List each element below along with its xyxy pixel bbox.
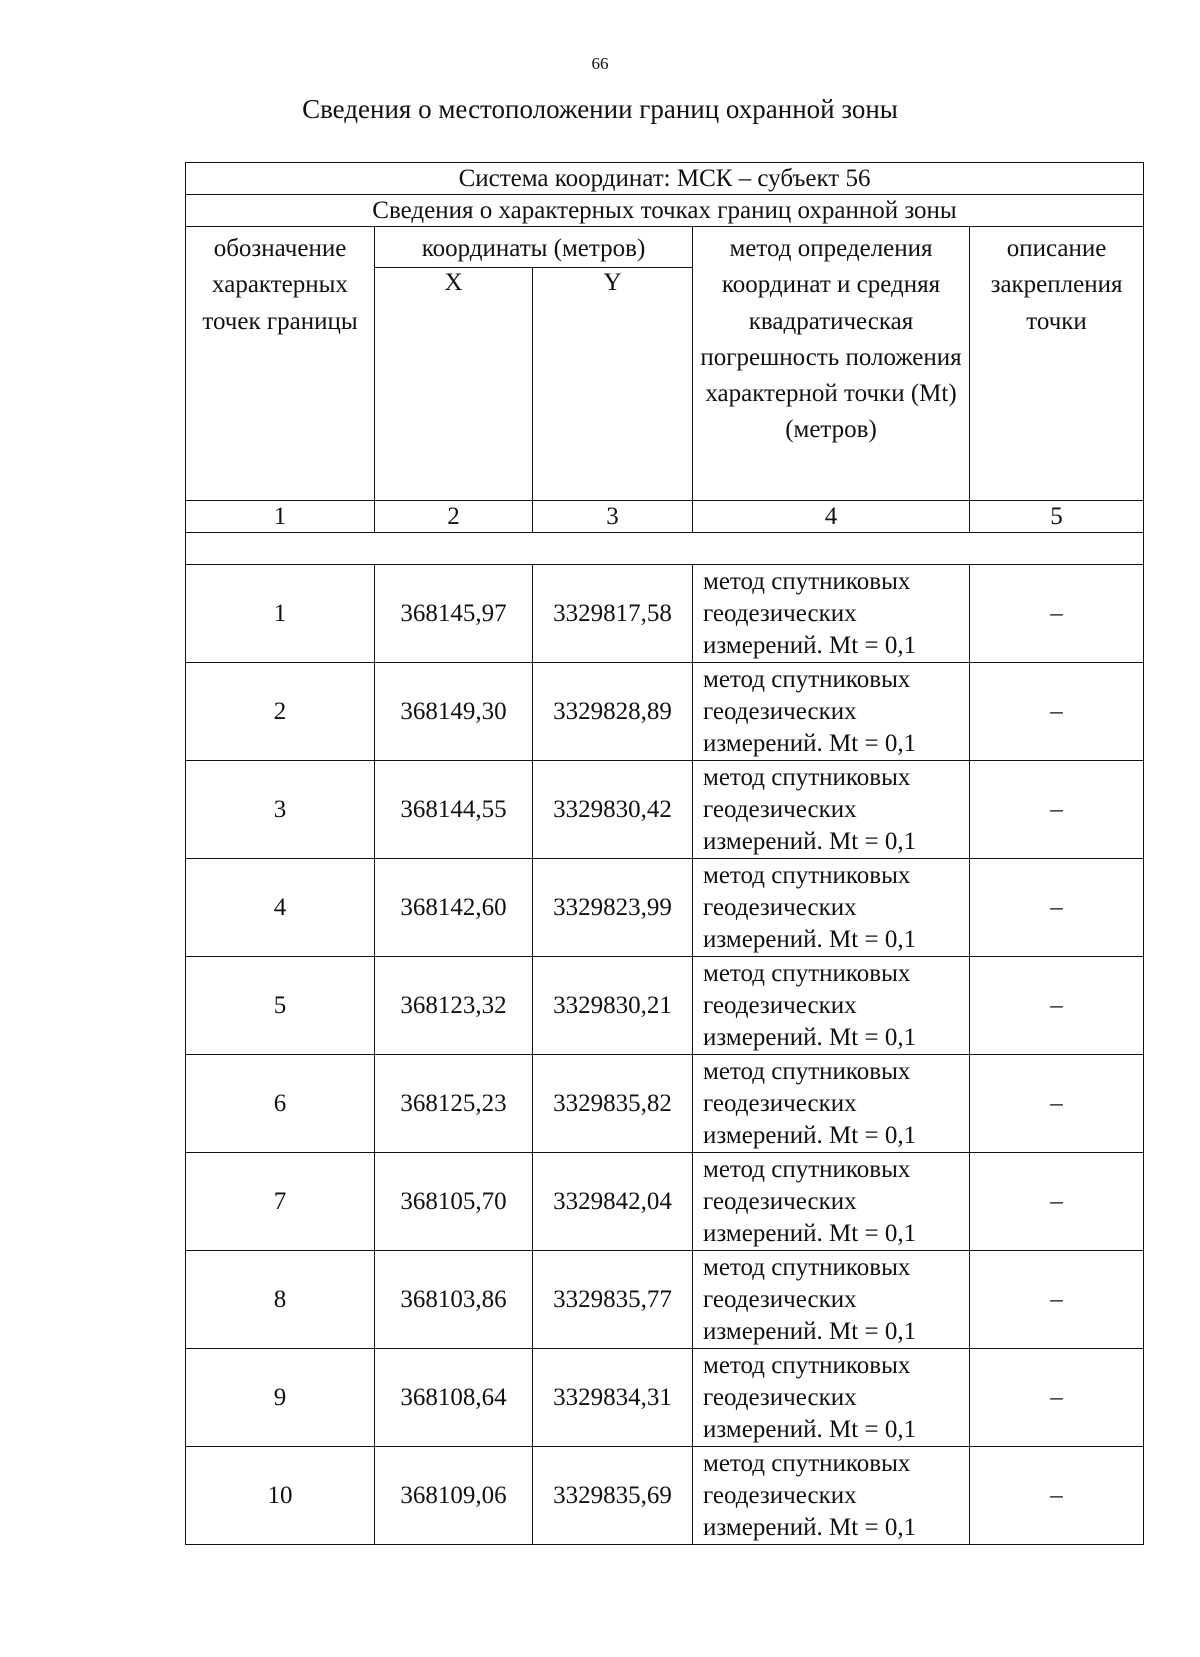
column-number: 5 (970, 501, 1144, 533)
table-row (186, 1447, 1144, 1545)
coord-y: 3329817,58 (533, 565, 693, 663)
fixing-description: – (970, 957, 1144, 1055)
fixing-description: – (970, 859, 1144, 957)
header-point-designation: обозначение характерных точек границы (186, 227, 375, 501)
coord-y: 3329830,42 (533, 761, 693, 859)
method-cell: метод спутниковых геодезических измерений. Mt = 0,1 (693, 859, 970, 957)
coordinate-system-label: Система координат: МСК – субъект 56 (186, 163, 1144, 195)
coord-y: 3329823,99 (533, 859, 693, 957)
table-row (186, 957, 1144, 1055)
method-cell: метод спутниковых геодезических измерений. Mt = 0,1 (693, 957, 970, 1055)
fixing-description: – (970, 761, 1144, 859)
method-cell: метод спутниковых геодезических измерений. Mt = 0,1 (693, 1251, 970, 1349)
header-coordinates: координаты (метров) (375, 227, 693, 268)
table-row (186, 1251, 1144, 1349)
coord-y: 3329835,69 (533, 1447, 693, 1545)
method-cell: метод спутниковых геодезических измерений. Mt = 0,1 (693, 565, 970, 663)
coord-x: 368123,32 (375, 957, 533, 1055)
header-fixing-description: описание закрепления точки (970, 227, 1144, 501)
column-number: 3 (533, 501, 693, 533)
point-number: 4 (186, 859, 375, 957)
point-number: 10 (186, 1447, 375, 1545)
table-row (186, 859, 1144, 957)
method-cell: метод спутниковых геодезических измерений. Mt = 0,1 (693, 761, 970, 859)
page-number: 66 (591, 54, 609, 73)
coord-y: 3329842,04 (533, 1153, 693, 1251)
section-title: Сведения о характерных точках границ охранной зоны (186, 195, 1144, 227)
fixing-description: – (970, 1251, 1144, 1349)
table-row (186, 565, 1144, 663)
method-cell: метод спутниковых геодезических измерений. Mt = 0,1 (693, 1055, 970, 1153)
point-number: 9 (186, 1349, 375, 1447)
coord-x: 368109,06 (375, 1447, 533, 1545)
empty-separator-row (186, 533, 1144, 565)
header-method: метод определения координат и средняя квадратическая погрешность положения характерной точки (Mt) (метров) (693, 227, 970, 501)
column-number-row (186, 501, 1144, 533)
method-cell: метод спутниковых геодезических измерений. Mt = 0,1 (693, 1153, 970, 1251)
point-number: 6 (186, 1055, 375, 1153)
fixing-description: – (970, 1447, 1144, 1545)
point-number: 7 (186, 1153, 375, 1251)
fixing-description: – (970, 565, 1144, 663)
column-number: 4 (693, 501, 970, 533)
coord-y: 3329830,21 (533, 957, 693, 1055)
fixing-description: – (970, 1153, 1144, 1251)
point-number: 5 (186, 957, 375, 1055)
point-number: 1 (186, 565, 375, 663)
page-title: Сведения о местоположении границ охранной зоны (302, 94, 898, 124)
coord-y: 3329835,77 (533, 1251, 693, 1349)
fixing-description: – (970, 1055, 1144, 1153)
header-y: Y (533, 268, 693, 501)
coord-y: 3329828,89 (533, 663, 693, 761)
coord-x: 368105,70 (375, 1153, 533, 1251)
point-number: 3 (186, 761, 375, 859)
table-row (186, 663, 1144, 761)
fixing-description: – (970, 1349, 1144, 1447)
coord-x: 368142,60 (375, 859, 533, 957)
coord-x: 368145,97 (375, 565, 533, 663)
point-number: 2 (186, 663, 375, 761)
coord-x: 368149,30 (375, 663, 533, 761)
coord-x: 368108,64 (375, 1349, 533, 1447)
method-cell: метод спутниковых геодезических измерений. Mt = 0,1 (693, 663, 970, 761)
method-cell: метод спутниковых геодезических измерений. Mt = 0,1 (693, 1349, 970, 1447)
table-row (186, 1055, 1144, 1153)
table-row (186, 1349, 1144, 1447)
method-cell: метод спутниковых геодезических измерений. Mt = 0,1 (693, 1447, 970, 1545)
column-number: 2 (375, 501, 533, 533)
fixing-description: – (970, 663, 1144, 761)
point-number: 8 (186, 1251, 375, 1349)
table-row (186, 1153, 1144, 1251)
coord-x: 368144,55 (375, 761, 533, 859)
table-row (186, 761, 1144, 859)
coord-y: 3329834,31 (533, 1349, 693, 1447)
coord-y: 3329835,82 (533, 1055, 693, 1153)
column-number: 1 (186, 501, 375, 533)
boundary-points-table (185, 162, 1144, 1545)
coord-x: 368125,23 (375, 1055, 533, 1153)
header-x: X (375, 268, 533, 501)
coord-x: 368103,86 (375, 1251, 533, 1349)
